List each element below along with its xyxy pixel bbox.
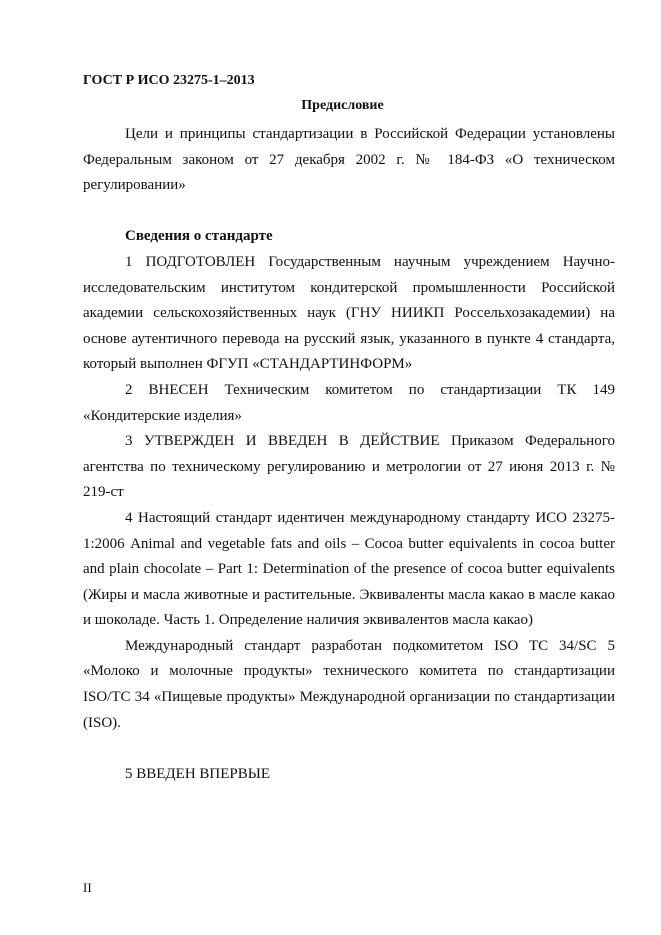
document-body xyxy=(83,122,615,787)
foreword-title: Предисловие xyxy=(301,98,384,113)
item-identical: 4 Настоящий стандарт идентичен международному стандарту ИСО 23275-1:2006 Animal and vegetable fats and oils – Cocoa butter equivalents in cocoa butter and plain chocolate – Part 1: Determination of the presence of cocoa butter equivalents (Жиры и масла животные и растительные. Эквиваленты масла какао в масле какао и шоколаде. Часть 1. Определение наличия эквивалентов масла какао) xyxy=(83,509,615,629)
item-first-introduced: 5 ВВЕДЕН ВПЕРВЫЕ xyxy=(125,765,270,782)
standard-code: ГОСТ Р ИСО 23275-1–2013 xyxy=(83,73,255,88)
item-developed-by: Международный стандарт разработан подкомитетом ISO TC 34/SC 5 «Молоко и молочные продукты» технического комитета по стандартизации ISO/TC 34 «Пищевые продукты» Международной организации по стандартизации (ISO). xyxy=(83,637,615,731)
item-prepared: 1 ПОДГОТОВЛЕН Государственным научным учреждением Научно-исследовательским институтом кондитерской промышленности Российской академии сельскохозяйственных наук (ГНУ НИИКП Россельхозакадемии) на основе аутентичного перевода на русский язык, указанного в пункте 4 стандарта, который выполнен ФГУП «СТАНДАРТИНФОРМ» xyxy=(83,253,615,373)
paragraph-gap xyxy=(83,199,615,225)
standard-info-heading: Сведения о стандарте xyxy=(125,228,273,245)
paragraph-gap xyxy=(83,736,615,762)
item-introduced: 2 ВНЕСЕН Техническим комитетом по стандартизации ТК 149 «Кондитерские изделия» xyxy=(83,381,615,424)
page-number: II xyxy=(83,880,92,895)
item-approved: 3 УТВЕРЖДЕН И ВВЕДЕН В ДЕЙСТВИЕ Приказом Федерального агентства по техническому регулированию и метрологии от 27 июня 2013 г. № 219-ст xyxy=(83,433,615,501)
intro-paragraph: Цели и принципы стандартизации в Российской Федерации установлены Федеральным законом от 27 декабря 2002 г. № 184-ФЗ «О техническом регулировании» xyxy=(83,126,615,194)
